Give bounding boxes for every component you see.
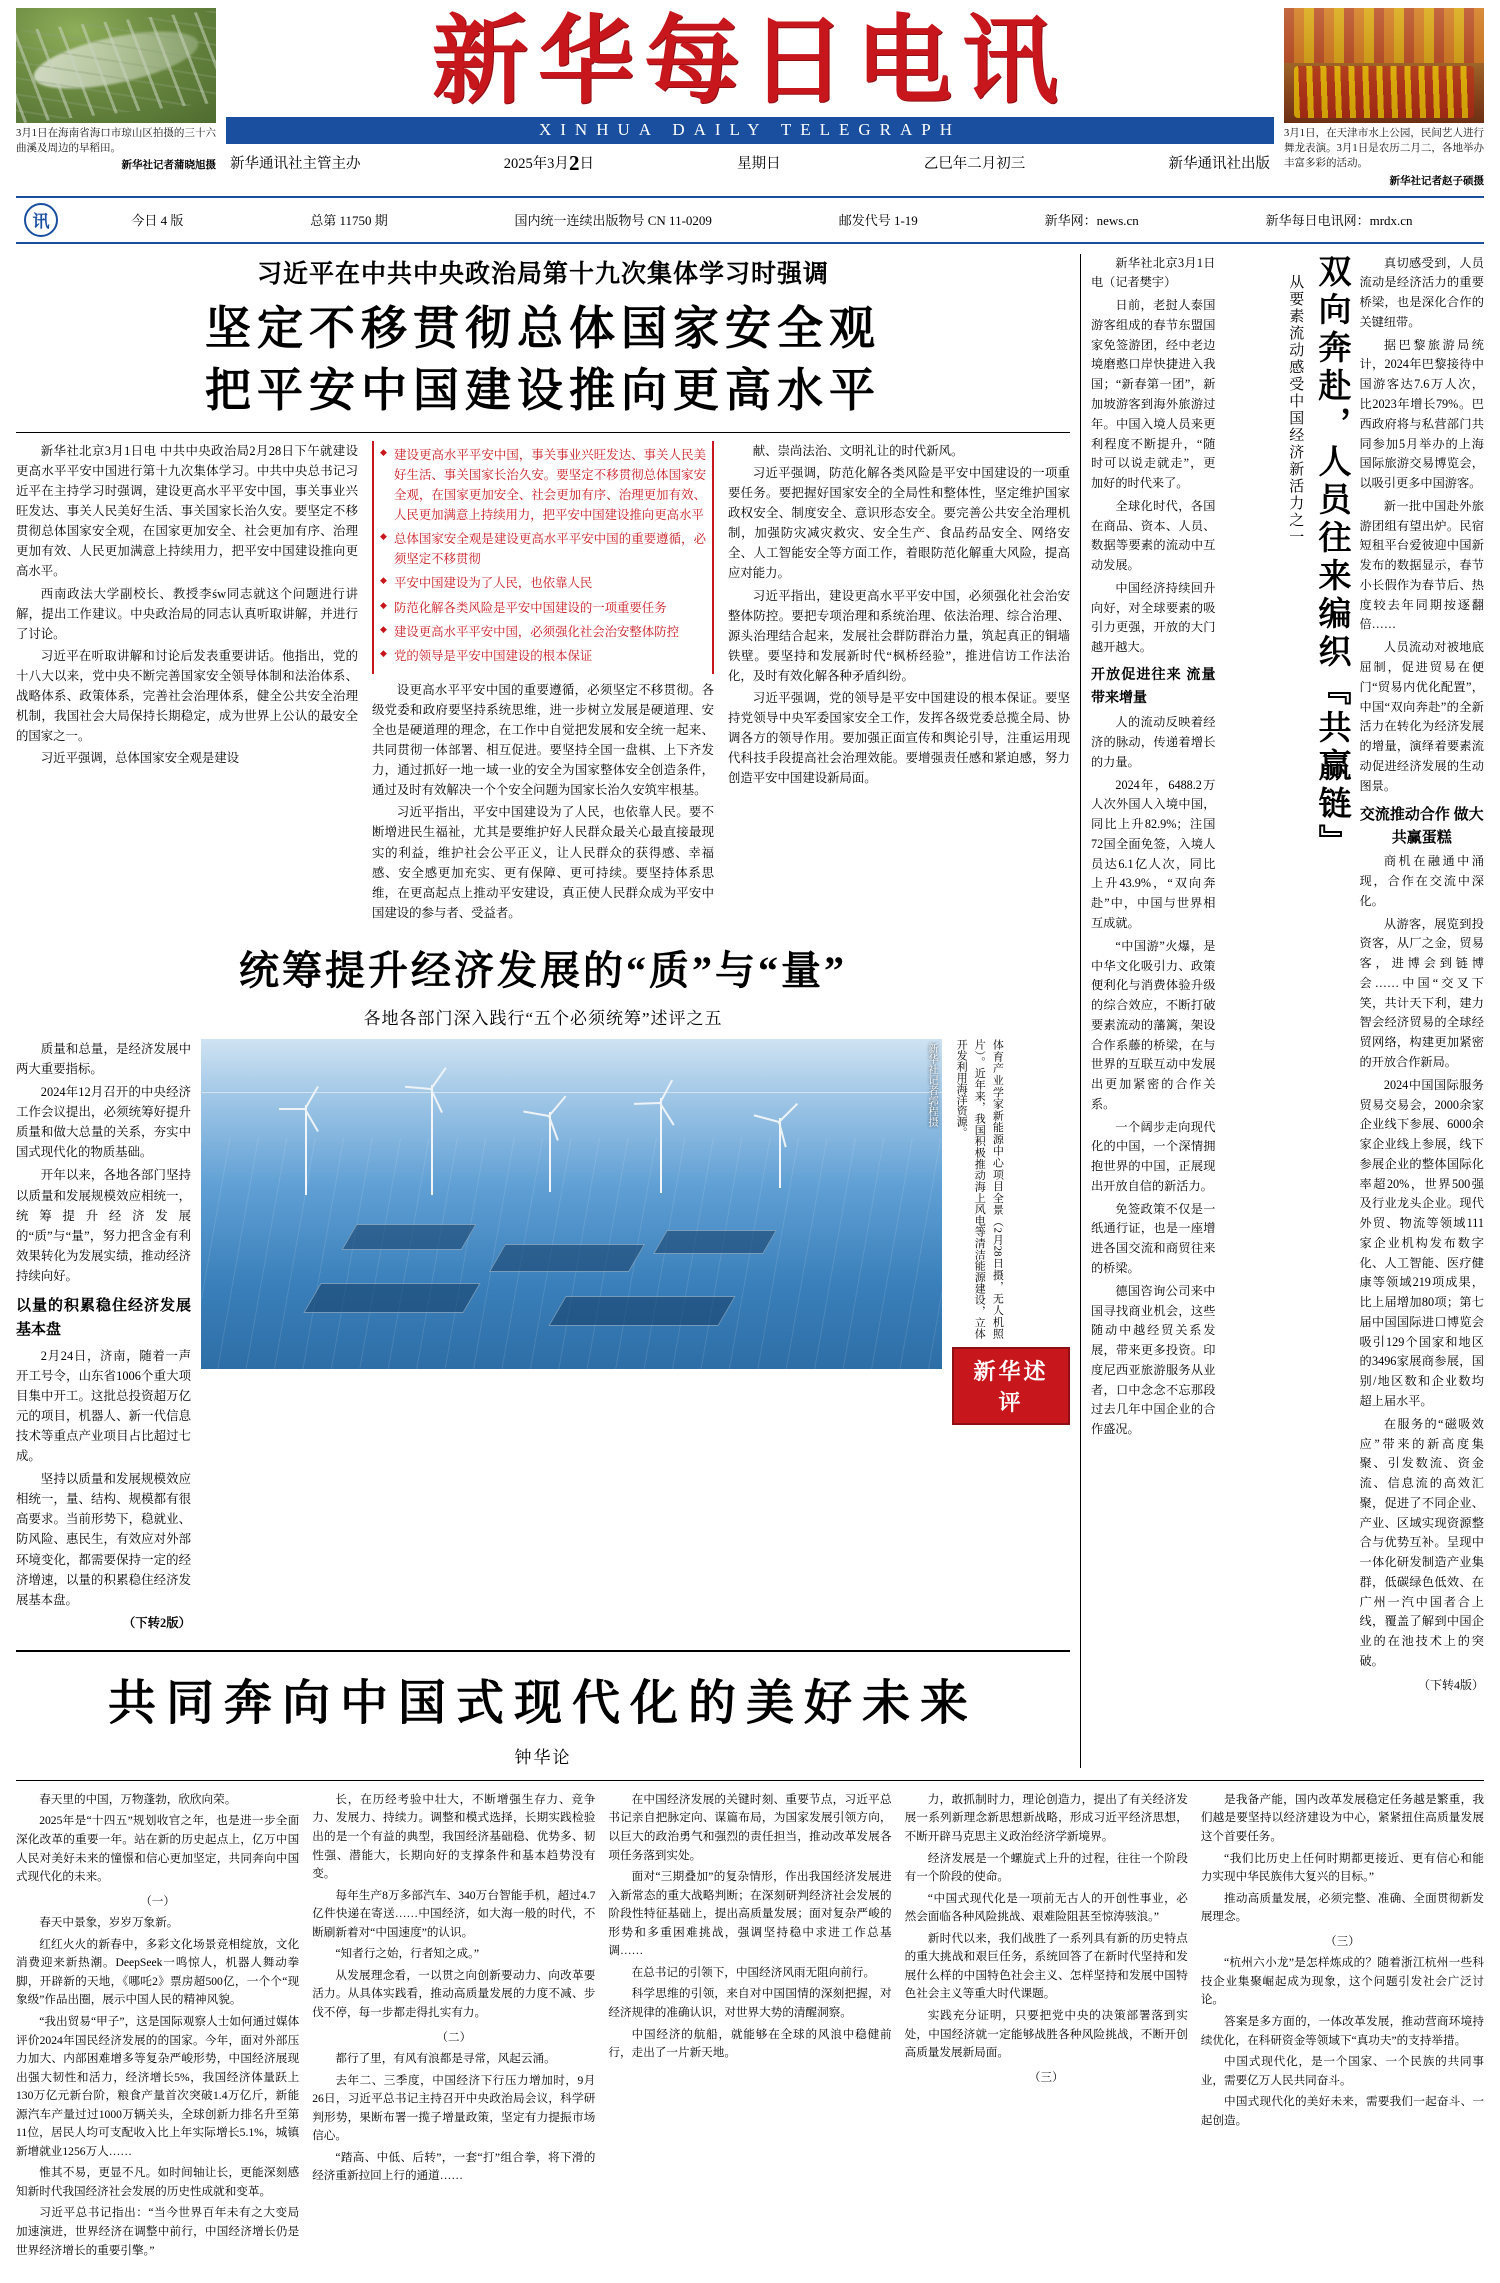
left-photo-caption: 3月1日在海南省海口市琼山区拍摄的三十六曲溪及周边的早稻田。 (16, 128, 216, 155)
right-section-title-2: 交流推动合作 做大共赢蛋糕 (1359, 807, 1484, 846)
commentary-column-1 (16, 1791, 299, 2263)
lead-para: 新华社北京3月1日电 中共中央政治局2月28日下午就建设更高水平平安中国进行第十九次集体学习。中共中央总书记习近平在主持学习时强调，建设更高水平平安中国，事关事业兴旺发达、事关人民美好生活、事关国家长治久安。要坚定不移贯彻总体国家安全观，在国家更加安全、社会更加有序、治理更加有效、人民更加满意上持续用力，把平安中国建设推向更高水平。 (16, 443, 358, 579)
right-para: 2024年，6488.2万人次外国人入境中国，同比上升82.9%；注国72国全面免签，入境人员达6.1亿人次，同比上升43.9%，“双向奔赴”中，中国与世界相互成就。 (1091, 777, 1216, 930)
right-lead-para (1091, 254, 1216, 294)
lead-para: 习近平指出，平安中国建设为了人民，也依靠人民。要不断增进民生福祉，尤其是要维护好人民群众最关心最直接最现实的利益，维护社会公平正义，让人民群众的获得感、幸福感、安全感更加充实、更有保障、更可持续。要坚持体系思维，在更高起点上推动平安建设，真正使人民群众成为平安中国建设的参与者、受益者。 (372, 805, 714, 920)
lead-column-1 (16, 441, 358, 925)
commentary-para: “杭州六小龙”是怎样炼成的？随着浙江杭州一些科技企业集聚崛起成为现象，这个问题引发社会广泛讨论。 (1200, 1956, 1485, 2007)
right-vertical-subhead: 从要素流动感受中国经济新活力之一 (1287, 273, 1304, 546)
right-para: 一个阔步走向现代化的中国，一个深情拥抱世界的中国，正展现出开放自信的新活力。 (1091, 1119, 1216, 1193)
right-photo-caption: 3月1日，在天津市水上公园，民间艺人进行舞龙表演。3月1日是农历二月二，各地举办丰富多彩的活动。 (1284, 128, 1484, 170)
commentary-para: “知者行之始，行者知之成。” (335, 1947, 480, 1961)
right-para: 免签政策不仅是一纸通行证，也是一座增进各国交流和商贸往来的桥梁。 (1091, 1201, 1216, 1275)
right-vertical-headline: 双向奔赴，人员往来编织『共赢链』 (1313, 253, 1350, 862)
lead-headline-line2: 把平安中国建设推向更高水平 (205, 364, 881, 416)
lead-headline-line1: 坚定不移贯彻总体国家安全观 (205, 302, 881, 354)
commentary-para: 长，在历经考验中壮大，不断增强生存力、竞争力、发展力、持续力。调整和模式选择，长期实践检验出的是一个有益的典型，我国经济基础稳、优势多、韧性强、潜能大，长期向好的支撑条件和基本趋势没有变。 (312, 1792, 596, 1881)
commentary-para: “我出贸易“甲子”，这是国际观察人士如何通过媒体评价2024年国民经济发展的的国家。今年，面对外部压力加大、内部困难增多等复杂严峻形势，中国经济展现出强大韧性和活力，经济增长5%，我国经济体量跃上130万亿元新台阶，粮食产量首次突破1.4万亿斤，新能源汽车产量过过1000万辆关头，全球创新力排名升至第11位，居民人均可支配收入比上年实际增长5.1%，城镇新增就业1256万人…… (16, 2014, 300, 2158)
weekday-label: 星期日 (737, 155, 781, 172)
right-para: 在服务的“磁吸效应”带来的新高度集聚、引发数流、资金流、信息流的高效汇聚，促进了不同企业、产业、区域实现资源整合与优势互补。呈现中一体化研发制造产业集群，低碳绿色低效、在广州一汽中国者合上线，覆盖了解到中国企业的在池技术上的突破。 (1359, 1416, 1484, 1668)
commentary-para: 科学思维的引领，来自对中国国情的深刻把握，对经济规律的准确认识，对世界大势的清醒洞察。 (608, 1987, 892, 2019)
commentary-section-number: （三） (1325, 1934, 1360, 1948)
date-day: 2 (568, 150, 580, 175)
floating-solar-panel (548, 1296, 735, 1326)
commentary-para: 中国式现代化的美好未来，需要我们一起奋斗、一起创造。 (1200, 2095, 1485, 2127)
commentary-section-number: （一） (140, 1894, 175, 1908)
commentary-column-3 (608, 1791, 891, 2263)
lead-para: 设更高水平平安中国的重要遵循，必须坚定不移贯彻。各级党委和政府要坚持系统思维，进一步树立发展是硬道理、安全也是硬道理的理念，在工作中自觉把发展和安全统一起来、共同贯彻一体部署、相互促进。要坚持全国一盘棋、上下齐发力，通过抓好一地一域一业的安全为国家整体安全创造条件，通过及时有效解决一个个安全问题为国家长治久安筑牢根基。 (372, 682, 714, 798)
wind-turbine-blade (304, 1086, 319, 1110)
wind-turbine-blade (405, 1086, 431, 1090)
wind-turbine-blade (523, 1110, 549, 1116)
lead-para: 习近平强调，党的领导是平安中国建设的根本保证。要坚持党领导中央军委国家安全工作，发挥各级党委总揽全局、协调各方的领导作用。要加强正面宣传和舆论引导，注重运用现代科技手段提高社会治理效能。要增强责任感和紧迫感，努力创造平安中国建设新局面。 (728, 690, 1070, 786)
commentary-para: 去年二、三季度，中国经济下行压力增加时，9月26日，习近平总书记主持召开中央政治局会议，科学研判形势，果断布署一揽子增量政策，坚定有力提振市场信心。 (312, 2073, 596, 2143)
dragon-dance-photo (1284, 8, 1484, 123)
commentary-para: 中国式现代化，是一个国家、一个民族的共同事业，需要亿万人民共同奋斗。 (1200, 2055, 1485, 2087)
wind-turbine-blade (430, 1068, 447, 1090)
right-lead-label: 新华社北京3月1日电（记者樊宇） (1091, 255, 1216, 290)
commentary-para: 中国经济的航船，就能够在全球的风浪中稳健前行，走出了一片新天地。 (608, 2027, 892, 2060)
commentary-para: 红红火火的新春中，多彩文化场景竞相绽放，文化消费迎来新热潮。DeepSeek一鸣惊人，机器人舞动拳脚，开辟新的天地，《哪吒2》票房超500亿，一个个“现象级”作品出圈，展示中国人民的精神风貌。 (16, 1937, 300, 2007)
lead-highlight-box (372, 441, 714, 674)
feature-photo (201, 1039, 942, 1636)
commentary-section (16, 1650, 1070, 1768)
right-section-title-1: 开放促进往来 流量带来增量 (1091, 667, 1216, 706)
right-para: 新一批中国赴外旅游团组有望出炉。民宿短租平台爱彼迎中国新发布的数据显示，春节小长假作为春节后、热度较去年同期按逐翻倍…… (1359, 498, 1484, 632)
wind-turbine-blade (548, 1095, 566, 1116)
commentary-headline: 共同奔向中国式现代化的美好未来 (107, 1676, 978, 1730)
commentary-para: 每年生产8万多部汽车、340万台智能手机，超过4.7亿件快递在寄送……中国经济，如大海一般的时代，不断刷新着对“中国速度”的认识。 (312, 1888, 596, 1939)
feature-para: 2024年12月召开的中央经济工作会议提出，必须统筹好提升质量和做大总量的关系，夯实中国式现代化的物质基础。 (16, 1085, 191, 1160)
main-content-grid (16, 254, 1484, 1768)
commentary-column-4 (905, 1791, 1188, 2263)
right-vertical-title-block (1224, 254, 1352, 1768)
right-para: 人员流动对被地底屈制，促进贸易在便门“贸易内优化配置”，中国“双向奔赴”的全新活力在转化为经济发展的增量，演绎着要素流动促进经济发展的生动图景。 (1359, 640, 1484, 793)
right-para: 真切感受到，人员流动是经济活力的重要桥梁，也是深化合作的关键纽带。 (1359, 255, 1484, 329)
masthead-photo-left (16, 8, 216, 172)
right-para: 2024中国国际服务贸易交易会，2000余家企业线下参展、6000余家企业线上参展，线下参展企业的整体国际化率超20%，世界500强及行业龙头企业。现代外贸、物流等领域111家企业机构发布数字化、人工智能、医疗健康等领域219项成果，比上届增加80项；第七届中国国际进口博览会吸引129个国家和地区的3496家展商参展，国别/地区数和企业数均超上届水平。 (1359, 1077, 1484, 1408)
lead-para: 习近平指出，建设更高水平平安中国，必须强化社会治安整体防控。要把专项治理和系统治理、依法治理、综合治理、源头治理结合起来，发展社会群防群治力量，筑起真正的铜墙铁壁。要坚持和发展新时代“枫桥经验”，推进信访工作法治化，及时有效化解各种矛盾纠纷。 (728, 588, 1070, 683)
feature-para: 开年以来，各地各部门坚持以质量和发展规模效应相统一，统筹提升经济发展的“质”与“量”，努力把含金有利效果转化为发展实绩，推动经济持续向好。 (16, 1168, 191, 1283)
commentary-para: 新时代以来，我们战胜了一系列具有新的历史特点的重大挑战和艰巨任务，系统回答了在新时代坚持和发展什么样的中国特色社会主义、怎样坚持和发展中国特色社会主义等重大时代课题。 (904, 1931, 1188, 2001)
commentary-para: 都行了里，有风有浪都是寻常，风起云涌。 (335, 2052, 556, 2066)
lead-column-2 (372, 441, 714, 925)
right-para: 日前，老挝人泰国游客组成的春节东盟国家免签游团，经中老边境磨憨口岸快捷进入我国；“新春第一团”，新加坡游客到海外旅游过年。中国入境人员来更利程度不断提升，“随时可以说走就走”，更加好的时代来了。 (1091, 298, 1216, 491)
publication-date (504, 151, 594, 176)
commentary-para: 推动高质量发展，必须完整、准确、全面贯彻新发展理念。 (1200, 1891, 1485, 1924)
feature-headline: 统筹提升经济发展的“质”与“量” (239, 947, 847, 993)
masthead-subline (226, 151, 1274, 176)
highlight-point: ◆ 建设更高水平平安中国，事关事业兴旺发达、事关人民美好生活、事关国家长治久安。要坚定不移贯彻总体国家安全观，在国家更加安全、社会更加有序、治理更加有效、人民更加满意上持续用力，把平安中国建设推向更高水平 (380, 445, 706, 525)
commentary-column-5 (1201, 1791, 1484, 2263)
feature-photo-caption: 体育产业学家新能源中心项目全景（2月28日摄，无人机照片）。近年来，我国积极推动海上风电等清洁能源建设，立体开发利用海洋资源。 (955, 1038, 1004, 1339)
feature-turn-note: （下转2版） (122, 1615, 191, 1630)
commentary-columns (16, 1780, 1484, 2263)
highlight-point: ◆ 建设更高水平平安中国，必须强化社会治安整体防控 (380, 622, 706, 642)
feature-row (16, 1039, 1070, 1636)
headline-divider (16, 432, 1070, 433)
floating-solar-panel (653, 1230, 777, 1254)
date-suffix: 日 (579, 155, 594, 172)
commentary-para: 答案是多方面的，一体改革发展，推动营商环境持续优化，在科研资金等领域下“真功夫”的支持举措。 (1200, 2014, 1485, 2047)
commentary-section-number: （二） (436, 2030, 472, 2044)
highlight-point: ◆ 总体国家安全观是建设更高水平平安中国的重要遵循，必须坚定不移贯彻 (380, 529, 706, 569)
commentary-para: “中国式现代化是一项前无古人的开创性事业，必然会面临各种风险挑战、艰难险阻甚至惊涛骇浪。” (904, 1891, 1188, 1924)
sponsor-label: 新华通讯社主管主办 (230, 155, 361, 172)
newspaper-title-english: XINHUA DAILY TELEGRAPH (226, 117, 1274, 144)
wind-turbine-tower (660, 1098, 662, 1193)
info-item-postal-code: 邮发代号 1-19 (838, 213, 918, 229)
commentary-para: 力，敢抓制时力，理论创造力，提出了有关经济发展一系列新理念新思想新战略，形成习近平经济思想，不断开辟马克思主义政治经济学新境界。 (904, 1792, 1188, 1844)
wind-turbine-tower (431, 1085, 433, 1195)
commentary-para: 是我备产能，国内改革发展稳定任务越是繁重，我们越是要坚持以经济建设为中心，紧紧扭住高质量发展这个首要任务。 (1200, 1792, 1485, 1844)
wind-turbine-blade (634, 1102, 660, 1105)
feature-subsection-title: 以量的积累稳住经济发展基本盘 (16, 1298, 191, 1339)
commentary-para: 面对“三期叠加”的复杂情形，作出我国经济发展进入新常态的重大战略判断；在深刻研判经济社会发展的阶段性特征基础上，提出高质量发展；面对复杂严峻的形势和多重困难挑战，强调坚持稳中求进工作总基调…… (608, 1870, 892, 1958)
info-item-website[interactable]: 新华网：news.cn (1044, 213, 1139, 229)
commentary-section-number: （三） (1028, 2070, 1064, 2084)
commentary-byline: 钟华论 (514, 1747, 572, 1767)
right-para: 人的流动反映着经济的脉动，传递着增长的力量。 (1091, 715, 1216, 769)
floating-solar-panel (342, 1224, 477, 1250)
feature-para: 坚持以质量和发展规模效应相统一，量、结构、规模都有很高要求。当前形势下，稳就业、防风险、惠民生，有效应对外部环境变化，都需要保持一定的经济增速，以量的积累稳住经济发展基本盘。 (16, 1472, 191, 1607)
commentary-para: 春天里的中国，万物蓬勃，欣欣向荣。 (39, 1792, 237, 1806)
feature-subhead: 各地各部门深入践行“五个必须统筹”述评之五 (363, 1008, 723, 1028)
feature-para: 质量和总量，是经济发展中两大重要指标。 (16, 1041, 191, 1076)
lunar-date-label: 乙巳年二月初三 (923, 155, 1026, 172)
lead-article-columns (16, 441, 1070, 925)
highlight-point: ◆ 党的领导是平安中国建设的根本保证 (380, 646, 706, 666)
feature-right-column (952, 1039, 1070, 1636)
lead-para: 习近平在听取讲解和讨论后发表重要讲话。他指出，党的十八大以来，党中央不断完善国家安全领导体制和法治体系、战略体系、政策体系，完善社会治理体系，健全公共安全治理机制，我国社会大局保持长期稳定，成为世界上公认的最安全的国家之一。 (16, 648, 358, 744)
commentary-para: 惟其不易，更显不凡。如时间轴让长，更能深刻感知新时代我国经济社会发展的历史性成就和变革。 (16, 2166, 300, 2198)
right-article-text (1091, 254, 1216, 1768)
publisher-label: 新华通讯社出版 (1168, 155, 1270, 172)
right-para: 据巴黎旅游局统计，2024年巴黎接待中国游客达7.6万人次，比2023年增长79%。巴西政府将与私营部门共同参加5月举办的上海国际旅游交易博览会，以吸引更多中国游客。 (1359, 337, 1484, 491)
right-para: 中国经济持续回升向好，对全球要素的吸引力更强，开放的大门越开越大。 (1091, 580, 1216, 655)
commentary-para: 2025年是“十四五”规划收官之年，也是进一步全面深化改革的重要一年。站在新的历史起点上，亿万中国人民对美好未来的憧憬和信心更加坚定，共同奔向中国式现代化的未来。 (16, 1814, 300, 1884)
masthead (16, 8, 1484, 188)
info-item-pages: 今日 4 版 (131, 213, 184, 229)
lead-para: 习近平强调，防范化解各类风险是平安中国建设的一项重要任务。要把握好国家安全的全局性和整体性，坚定维护国家政权安全、制度安全、意识形态安全。要完善公共安全治理机制，加强防灾减灾救灾、安全生产、食品药品安全、网络安全、人工智能安全等方面工作，着眼防范化解重大风险，提高应对能力。 (728, 465, 1070, 581)
wind-turbine-blade (778, 1103, 798, 1123)
right-para: 德国咨询公司来中国寻找商业机会，这些随动中越经贸关系发展，带来更多投资。印度尼西亚旅游服务从业者，口中念念不忘那段过去几年中国企业的合作盛况。 (1091, 1283, 1216, 1437)
info-item-paper-website[interactable]: 新华每日电讯网：mrdx.cn (1265, 213, 1413, 229)
info-bar (16, 196, 1484, 244)
xinhua-commentary-stamp: 新华述评 (952, 1347, 1070, 1425)
commentary-para: “我们比历史上任何时期都更接近、更有信心和能力实现中华民族伟大复兴的目标。” (1200, 1851, 1485, 1884)
right-turn-note: （下转4版） (1417, 1677, 1484, 1692)
commentary-para: 在中国经济发展的关键时刻、重要节点，习近平总书记亲自把脉定向、谋篇布局，为国家发展引领方向，以巨大的政治勇气和强烈的责任担当，推动改革发展各项任务落到实处。 (608, 1792, 892, 1862)
commentary-para: 实践充分证明，只要把党中央的决策部署落到实处，中国经济就一定能够战胜各种风险挑战，不断开创高质量发展新局面。 (904, 2008, 1188, 2060)
commentary-para: 习近平总书记指出：“当今世界百年未有之大变局加速演进，世界经济在调整中前行，中国经济增长仍是世界经济增长的重要引擎。” (16, 2206, 300, 2257)
photo-frame-right (1284, 8, 1484, 123)
lead-para: 习近平强调，总体国家安全观是建设 (40, 751, 240, 766)
xinhua-logo-icon (24, 203, 58, 237)
commentary-para: “踏高、中低、后转”，一套“打”组合拳，将下滑的经济重新拉回上行的通道…… (312, 2150, 596, 2183)
lead-column-3 (728, 441, 1070, 925)
newspaper-title: 新华每日电讯 (432, 8, 1068, 115)
masthead-photo-right (1284, 8, 1484, 188)
lead-kicker: 习近平在中共中央政治局第十九次集体学习时强调 (256, 260, 829, 288)
right-article-text-2 (1360, 254, 1485, 1768)
right-para: 全球化时代，各国在商品、资本、人员、数据等要素的流动中互动发展。 (1091, 498, 1216, 573)
left-content-column (16, 254, 1080, 1768)
right-para: 商机在融通中涌现，合作在交流中深化。 (1359, 854, 1484, 908)
date-year-month: 2025年3月 (503, 155, 569, 172)
commentary-para: 经济发展是一个螺旋式上升的过程，往往一个阶段有一个阶段的使命。 (904, 1851, 1188, 1884)
lead-para: 西南政法大学副校长、教授李św同志就这个问题进行讲解，提出工作建议。中央政治局的同志认真听取讲解，并进行了讨论。 (16, 586, 358, 641)
wind-turbine-blade (279, 1108, 305, 1110)
commentary-para: 在总书记的引领下，中国经济风雨无阻向前行。 (631, 1965, 876, 1979)
masthead-center (226, 8, 1274, 176)
lead-para: 献、崇尚法治、文明礼让的时代新风。 (752, 443, 964, 458)
info-item-issue: 总第 11750 期 (310, 213, 388, 229)
feature-text-column (16, 1039, 191, 1636)
commentary-column-2 (312, 1791, 595, 2263)
right-para: 从游客，展览到投资客，从厂之金，贸易客，进博会到链博会……中国“交叉下笑，共计天下利，建力智会经济贸易的全球经贸网络，构建更加紧密的开放合作新局。 (1359, 916, 1484, 1069)
info-bar-items (68, 210, 1476, 229)
wind-turbine-tower (305, 1105, 307, 1195)
feature-para: 2月24日，济南，随着一声开工号令，山东省1006个重大项目集中开工。这批总投资超万亿元的项目，机器人、新一代信息技术等重点产业项目占比超过七成。 (16, 1348, 191, 1464)
offshore-wind-farm-photo (201, 1039, 942, 1369)
floating-solar-panel (303, 1283, 480, 1313)
info-item-cn-number: 国内统一连续出版物号 CN 11-0209 (514, 213, 712, 229)
right-para: “中国游”火爆，是中华文化吸引力、政策便利化与消费体验升级的综合效应，不断打破要素流动的藩篱，架设合作系藤的桥梁，在与世界的互联互动中发展出更加紧密的合作关系。 (1091, 938, 1216, 1111)
right-photo-credit: 新华社记者赵子硕摄 (1389, 175, 1484, 187)
left-photo-credit: 新华社记者蒲晓旭摄 (121, 160, 216, 172)
commentary-para: 春天中景象，岁岁万象新。 (39, 1916, 179, 1930)
floating-solar-panel (489, 1244, 645, 1272)
highlight-point: ◆ 防范化解各类风险是平安中国建设的一项重要任务 (380, 598, 706, 618)
right-content-column (1080, 254, 1484, 1768)
photo-frame-left (16, 8, 216, 123)
aerial-field-photo (16, 8, 216, 123)
wind-turbine-blade (754, 1115, 780, 1124)
highlight-point: ◆ 平安中国建设为了人民，也依靠人民 (380, 573, 706, 593)
photo-credit-vertical: 新华社记者郭程摄 (927, 1042, 938, 1127)
commentary-para: 从发展理念看，一以贯之向创新要动力、向改革要活力。从具体实践看，推动高质量发展的力度不减、步伐不停，每一步都走得扎实有力。 (312, 1968, 596, 2019)
